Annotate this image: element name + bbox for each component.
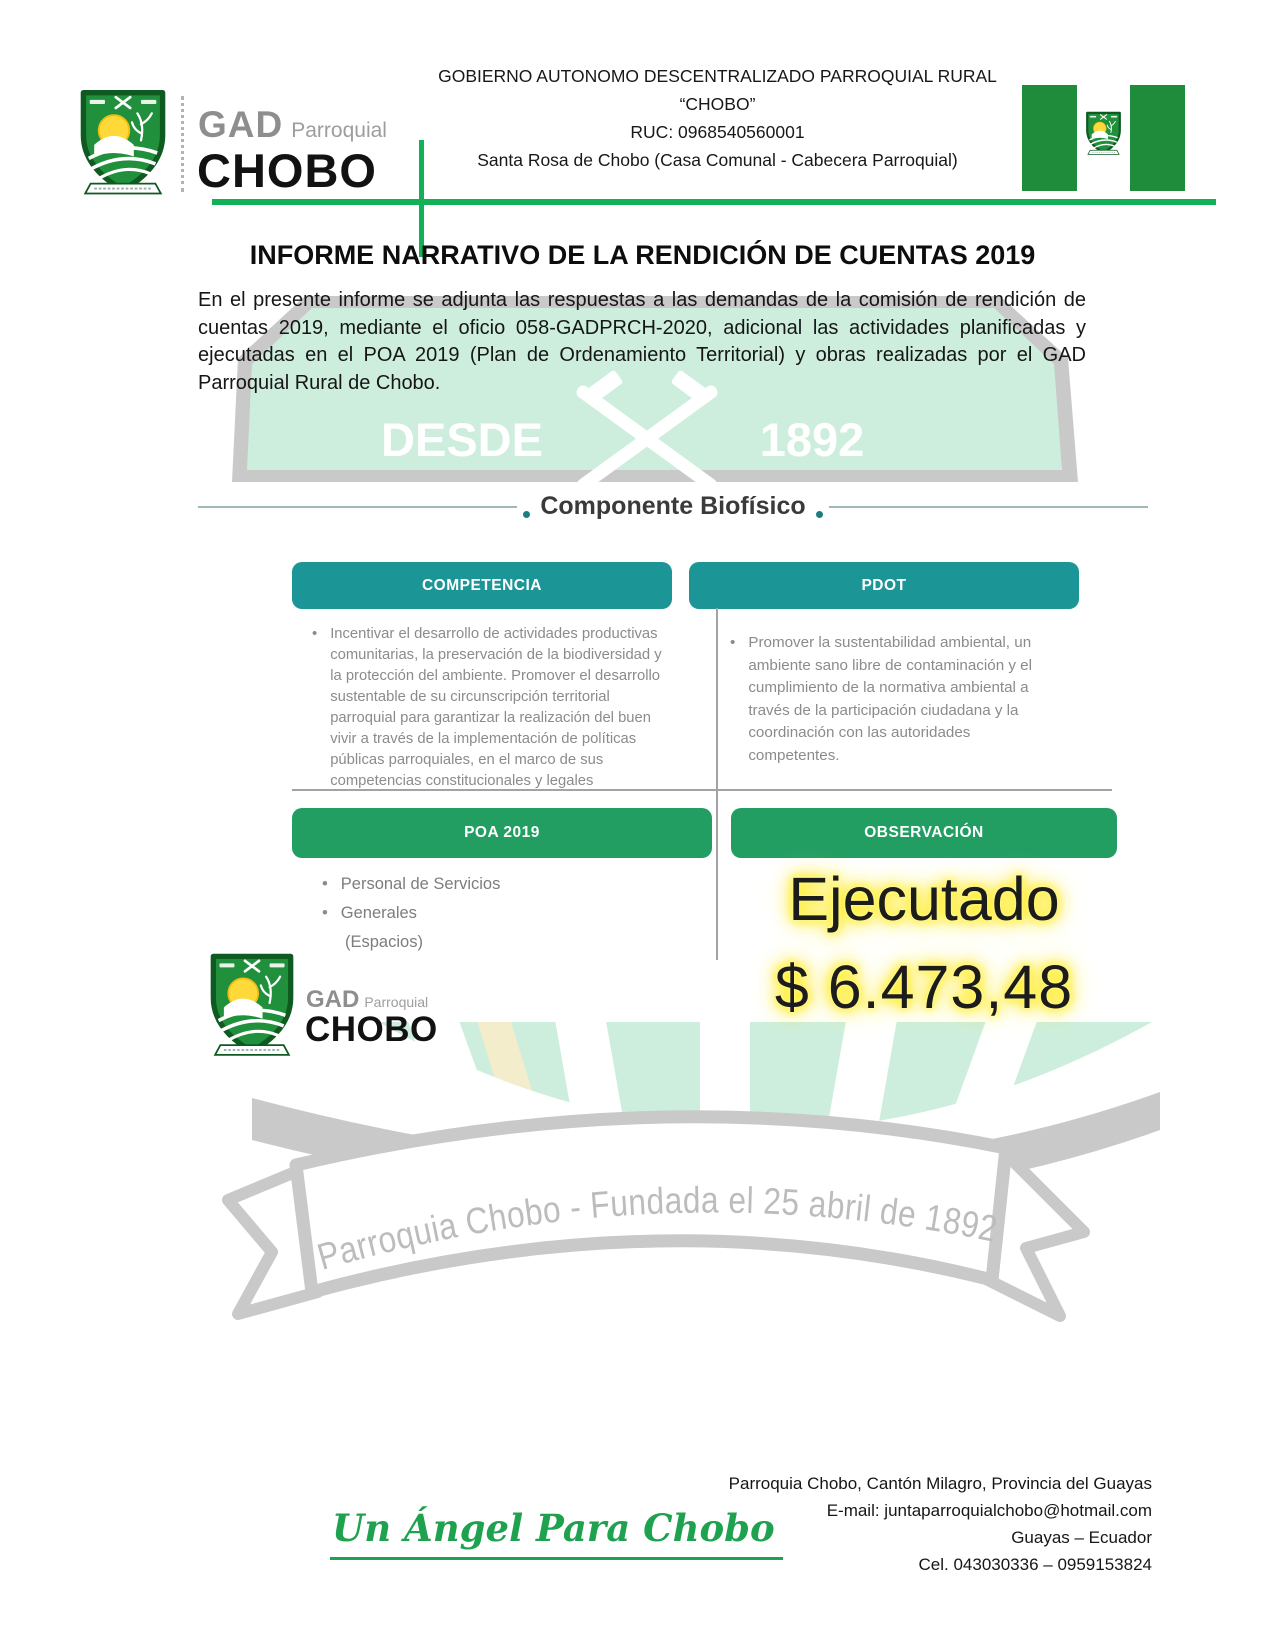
logo-dotted-divider [181, 96, 184, 192]
heading-right-dot [816, 511, 823, 518]
competencia-bullet-text: Incentivar el desarrollo de actividades productivas comunitarias, la preservación de la biodiversidad y la protección del ambiente. Promover el desarrollo sustentable de su circunscripción territorial parroquial para garantizar la realización del buen vivir a través de la implementación de políticas públicas parroquiales, en el marco de sus competencias constitucionales y legales [330, 626, 662, 789]
gad-chobo-shield-logo-icon [78, 88, 168, 200]
footer-region: Guayas – Ecuador [1011, 1528, 1152, 1547]
org-line-2: “CHOBO” [679, 94, 756, 114]
watermark-desde-text: DESDE [381, 413, 543, 466]
competencia-header: COMPETENCIA [292, 562, 672, 609]
section-heading [198, 492, 1148, 521]
heading-right-line [829, 506, 1148, 508]
observacion-header: OBSERVACIÓN [731, 808, 1117, 858]
ejecutado-amount: $ 6.473,48 [774, 953, 1074, 1021]
heading-left-dot [523, 511, 530, 518]
table-horizontal-divider [292, 789, 1112, 791]
org-line-3: RUC: 0968540560001 [630, 122, 805, 142]
intro-paragraph: En el presente informe se adjunta las respuestas a las demandas de la comisión de rendición de cuentas 2019, mediante el oficio 058-GADPRCH-2020, adicional las actividades planificadas y ejecutadas en el POA 2019 (Plan de Ordenamiento Territorial) y obras realizadas por el GAD Parroquial Rural de Chobo. [198, 289, 1086, 394]
pdot-cell [730, 632, 1058, 767]
header-org-block [420, 62, 1015, 174]
footer-address: Parroquia Chobo, Cantón Milagro, Provincia del Guayas [728, 1474, 1152, 1493]
poa-item: Personal de Servicios [340, 875, 501, 893]
logo-gad-text: GAD [198, 104, 284, 145]
poa-item: Generales [340, 904, 417, 922]
footer-phone: Cel. 043030336 – 0959153824 [918, 1555, 1152, 1574]
logo-parroquial-text: Parroquial [291, 119, 387, 142]
poa-item-continuation: (Espacios) [345, 933, 423, 951]
poa-header: POA 2019 [292, 808, 712, 858]
logo-parroquial-text: Parroquial [364, 994, 429, 1010]
logo-gad-text: GAD [306, 986, 360, 1013]
ejecutado-label: Ejecutado [788, 865, 1060, 933]
logo-chobo-text: CHOBO [197, 144, 377, 197]
poa-cell [322, 870, 662, 957]
pdot-bullet-text: Promover la sustentabilidad ambiental, un ambiente sano libre de contaminación y el cumplimiento de la normativa ambiental a través de la participación ciudadana y la coordinación con las autoridades competentes. [748, 634, 1032, 764]
slogan-text: Un Ángel Para Chobo [330, 1506, 783, 1560]
page-title: INFORME NARRATIVO DE LA RENDICIÓN DE CUENTAS 2019 [249, 240, 1036, 270]
competencia-cell [312, 624, 670, 792]
watermark-year-text: 1892 [759, 413, 865, 466]
watermark-ribbon [228, 1117, 1084, 1316]
org-line-1: GOBIERNO AUTONOMO DESCENTRALIZADO PARROQUIAL RURAL [438, 66, 997, 86]
footer-contact-block [729, 1470, 1152, 1578]
footer-email: E-mail: juntaparroquialchobo@hotmail.com [826, 1501, 1152, 1520]
logo-chobo-text: CHOBO [305, 1010, 438, 1049]
parish-flag-icon [1022, 85, 1185, 191]
gad-chobo-shield-logo-icon [208, 952, 296, 1061]
bullet-icon [322, 899, 328, 928]
heading-left-line [198, 506, 517, 508]
watermark-ribbon-text: Parroquia Chobo - Fundada el 25 abril de 1892 [312, 1179, 1004, 1278]
header-green-rule [212, 199, 1216, 205]
bullet-icon [322, 870, 328, 899]
bullet-icon [312, 624, 317, 792]
table-vertical-divider [716, 608, 718, 960]
section-title: Componente Biofísico [540, 492, 806, 520]
pdot-header: PDOT [689, 562, 1079, 609]
org-line-4: Santa Rosa de Chobo (Casa Comunal - Cabecera Parroquial) [477, 150, 958, 170]
bullet-icon [730, 632, 735, 767]
logo-wordmark [198, 104, 387, 146]
